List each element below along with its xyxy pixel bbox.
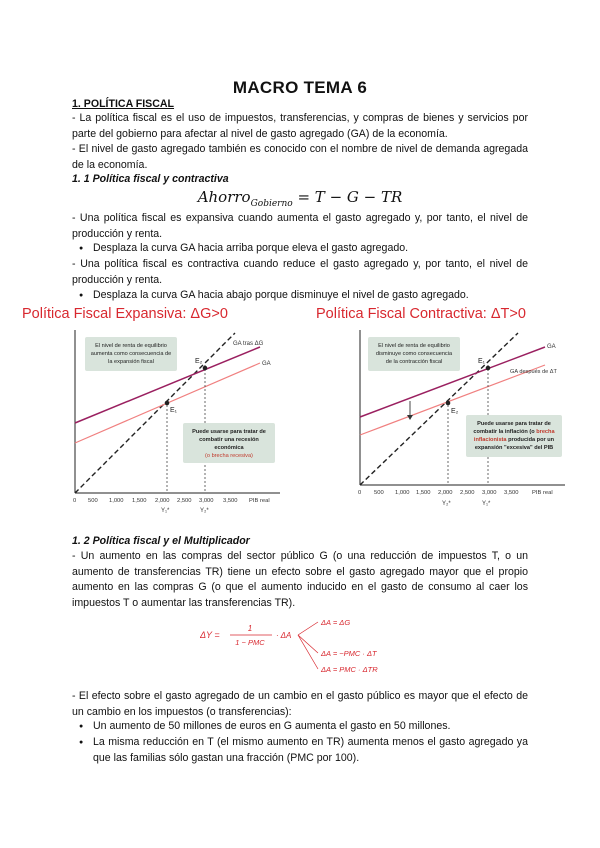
info-box-2-line: económica bbox=[214, 445, 244, 451]
equilibrium-point-1 bbox=[165, 401, 170, 406]
subsection-heading: 1. 2 Política fiscal y el Multiplicador bbox=[72, 535, 250, 547]
ga-after-label: GA tras ΔG bbox=[233, 341, 264, 347]
bullet-item: ● La misma reducción en T (el mismo aumento en TR) aumenta menos el gasto agregado ya que las familias sólo gastan una fracción (PMC por 100). bbox=[93, 735, 528, 766]
tick-label: 2,000 bbox=[155, 498, 170, 504]
x-tick-labels bbox=[73, 498, 270, 504]
paragraph: - La política fiscal es el uso de impuestos, transferencias, y compras de bienes y servicios por parte del gobierno para afectar al nivel de gasto agregado (GA) de la economía. bbox=[72, 112, 528, 140]
info-box-2-line: combatir una recesión bbox=[199, 437, 259, 443]
tick-label: 0 bbox=[73, 498, 77, 504]
tick-label: 500 bbox=[374, 490, 384, 496]
info-box-1-line: disminuye como consecuencia bbox=[375, 351, 453, 357]
info-box-1-line: de la contracción fiscal bbox=[385, 359, 443, 365]
tick-label: 1,000 bbox=[109, 498, 124, 504]
tick-label: 1,000 bbox=[395, 490, 410, 496]
chart-title-expansive: Política Fiscal Expansiva: ΔG>0 bbox=[22, 306, 228, 322]
equilibrium-point-1 bbox=[486, 366, 491, 371]
e1-label: E₁ bbox=[478, 358, 486, 365]
paragraph: - El efecto sobre el gasto agregado de un cambio en el gasto público es mayor que el efecto de un cambio en los impuestos (o transferencias): bbox=[72, 690, 528, 718]
info-box-1-line: la expansión fiscal bbox=[108, 359, 154, 365]
multiplier-equation bbox=[200, 614, 430, 676]
eq-branch-2: ΔA = −PMC · ΔT bbox=[321, 649, 377, 658]
ga-label: GA bbox=[262, 361, 271, 367]
paragraph: - Una política fiscal es contractiva cuando reduce el gasto agregado y, por tanto, el nivel de producción y renta. bbox=[72, 258, 528, 286]
info-box-2-line bbox=[473, 429, 555, 435]
eq-denominator: 1 − PMC bbox=[235, 638, 265, 647]
tick-label: 3,000 bbox=[482, 490, 497, 496]
branch-line bbox=[298, 622, 318, 635]
info-box-2-line bbox=[474, 437, 555, 443]
info-box-2-line: expansión "excesiva" del PIB bbox=[474, 445, 554, 451]
y1-label: Y₁* bbox=[482, 501, 491, 507]
y2-label: Y₂* bbox=[442, 501, 451, 507]
e2-label: E₂ bbox=[195, 358, 203, 365]
eq-branch-3: ΔA = PMC · ΔTR bbox=[321, 665, 378, 674]
box2-brecha: brecha bbox=[536, 429, 555, 435]
tick-label: 0 bbox=[358, 490, 362, 496]
bullet-item: ● Desplaza la curva GA hacia arriba porque eleva el gasto agregado. bbox=[93, 241, 528, 257]
box2-text: combatir la inflación (o bbox=[473, 429, 535, 435]
savings-formula bbox=[0, 188, 600, 209]
info-box-1-line: El nivel de renta de equilibrio bbox=[378, 343, 450, 349]
info-box-2-line: (o brecha recesiva) bbox=[205, 453, 253, 459]
tick-label: 3,500 bbox=[223, 498, 238, 504]
tick-label: 500 bbox=[88, 498, 98, 504]
section-heading: 1. POLÍTICA FISCAL bbox=[72, 98, 175, 110]
y2-label: Y₂* bbox=[200, 508, 209, 514]
info-box-1-line: aumenta como consecuencia de bbox=[90, 351, 172, 357]
branch-line bbox=[298, 635, 318, 653]
info-box-1-line: El nivel de renta de equilibrio bbox=[95, 343, 167, 349]
eq-lhs: ΔY = bbox=[200, 630, 220, 640]
y1-label: Y₁* bbox=[161, 508, 170, 514]
e1-label: E₁ bbox=[170, 407, 178, 414]
document-title: MACRO TEMA 6 bbox=[232, 78, 368, 97]
info-box-2-line: Puede usarse para tratar de bbox=[192, 429, 266, 435]
equilibrium-point-2 bbox=[446, 401, 451, 406]
eq-mult: · ΔA bbox=[276, 631, 292, 640]
tick-label: 3,000 bbox=[199, 498, 214, 504]
bullet-item: ● Un aumento de 50 millones de euros en G aumenta el gasto en 50 millones. bbox=[93, 719, 528, 735]
eq-branch-1: ΔA = ΔG bbox=[321, 618, 351, 627]
formula-sub: Gobierno bbox=[250, 199, 293, 209]
subsection-heading: 1. 1 Política fiscal y contractiva bbox=[72, 173, 229, 185]
tick-label: 2,000 bbox=[438, 490, 453, 496]
paragraph: - El nivel de gasto agregado también es conocido con el nombre de nivel de demanda agregada de la economía. bbox=[72, 143, 528, 171]
info-box-2-line: Puede usarse para tratar de bbox=[477, 421, 551, 427]
formula-lhs: Ahorro bbox=[197, 188, 251, 206]
e2-label: E₂ bbox=[451, 408, 459, 415]
tick-label: 2,500 bbox=[177, 498, 192, 504]
tick-label: 2,500 bbox=[460, 490, 475, 496]
box2-text: producida por un bbox=[508, 437, 555, 443]
expansive-policy-chart bbox=[55, 325, 295, 525]
formula-rhs: = T − G − TR bbox=[297, 188, 403, 206]
tick-label: 1,500 bbox=[132, 498, 147, 504]
equilibrium-point-2 bbox=[203, 366, 208, 371]
x-tick-labels bbox=[358, 490, 553, 496]
tick-label: 1,500 bbox=[416, 490, 431, 496]
paragraph: - Un aumento en las compras del sector público G (o una reducción de impuestos T, o un aumento de transferencias TR) tiene un efecto sobre el gasto agregado mayor que el propio aumento en las compras G (o que el aumento inducido en el gasto de consumo al caer los impuestos T o aumentar las transferencias TR). bbox=[72, 550, 528, 609]
chart-title-contractive: Política Fiscal Contractiva: ΔT>0 bbox=[316, 306, 526, 322]
tick-label: 3,500 bbox=[504, 490, 519, 496]
branch-line bbox=[298, 635, 318, 669]
ga-label: GA bbox=[547, 344, 556, 350]
x-axis-label: PIB real bbox=[249, 498, 270, 504]
bullet-item: ● Desplaza la curva GA hacia abajo porque disminuye el nivel de gasto agregado. bbox=[93, 288, 528, 304]
contractive-policy-chart bbox=[340, 325, 580, 525]
box2-inflacionista: inflacionista bbox=[473, 437, 507, 443]
x-axis-label: PIB real bbox=[532, 490, 553, 496]
eq-numerator: 1 bbox=[247, 624, 253, 633]
ga-after-label: GA después de ΔT bbox=[510, 369, 557, 375]
paragraph: - Una política fiscal es expansiva cuando aumenta el gasto agregado y, por tanto, el nivel de producción y renta. bbox=[72, 212, 528, 240]
